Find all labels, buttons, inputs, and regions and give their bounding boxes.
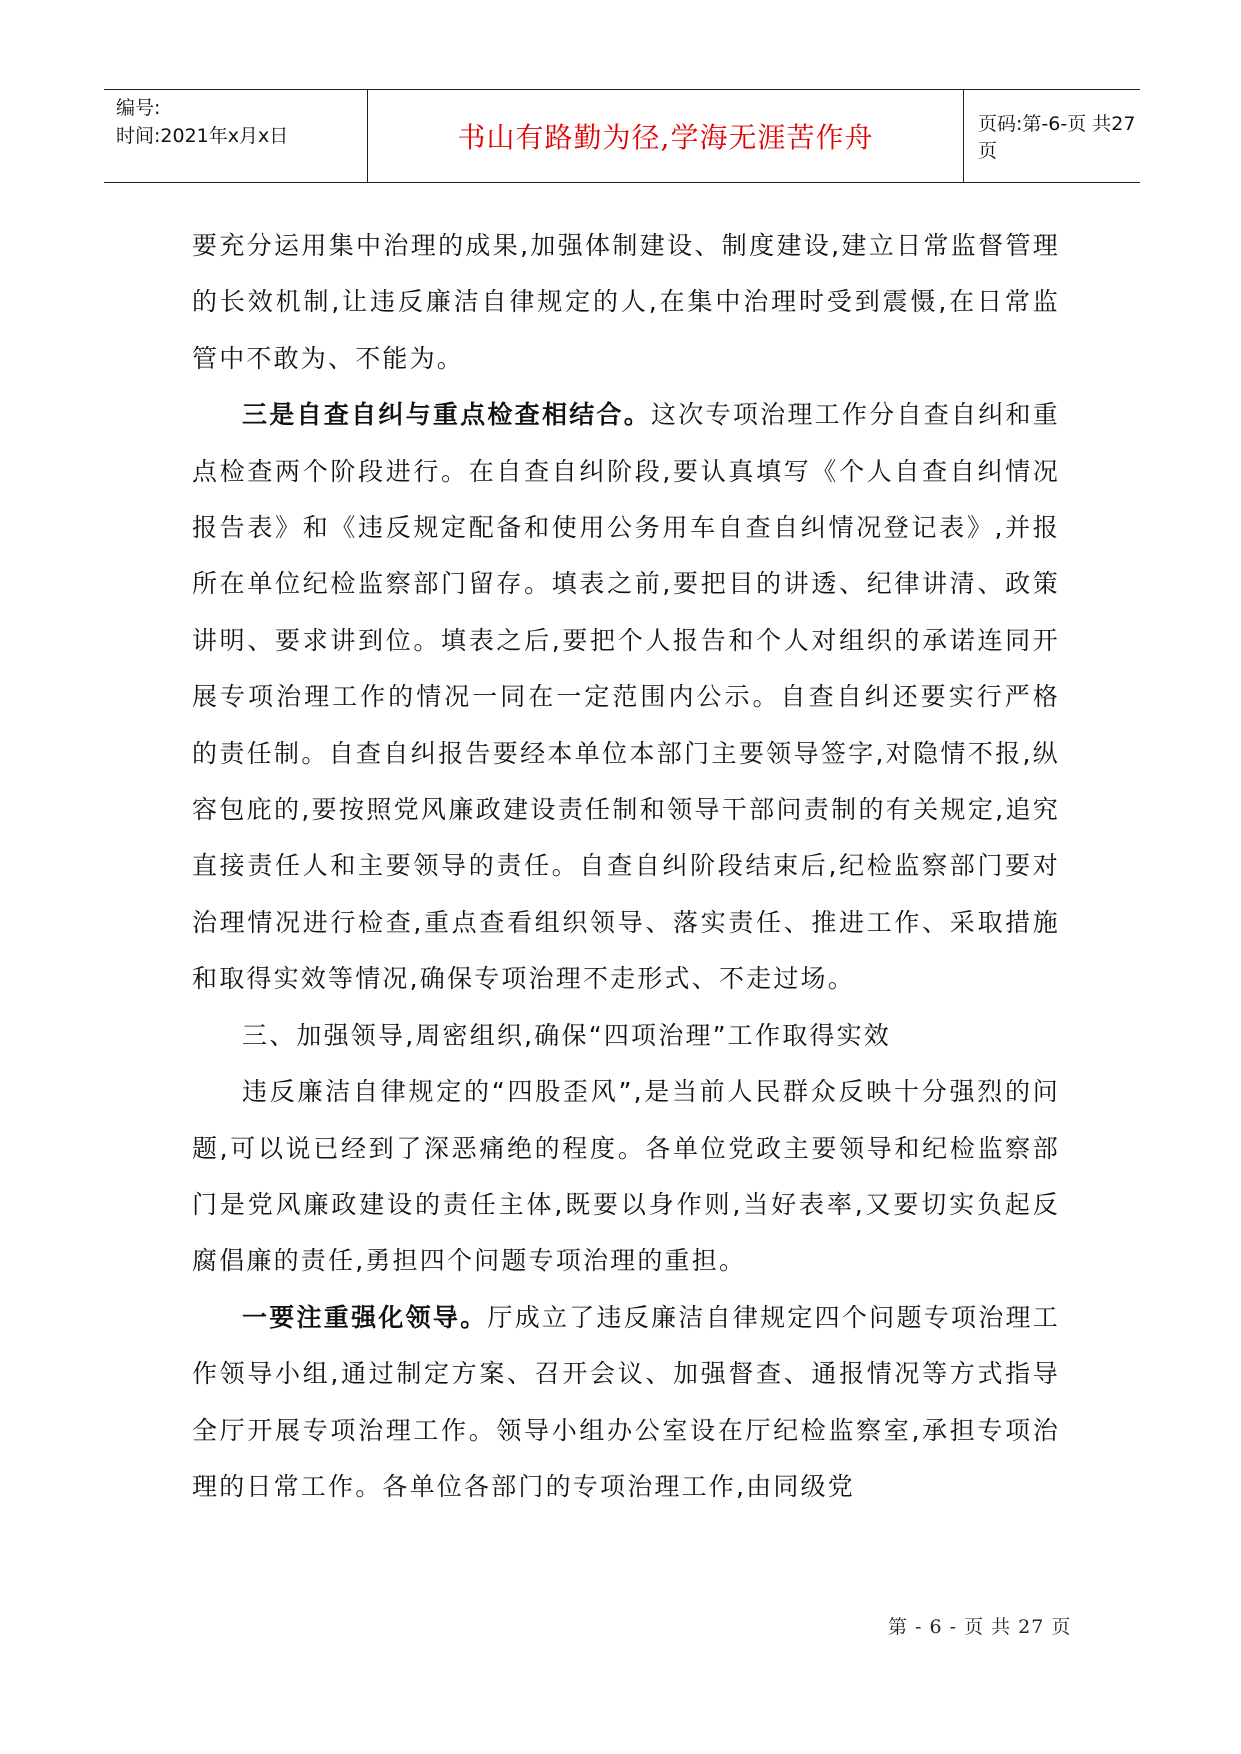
paragraph-2 <box>192 387 1060 1007</box>
paragraph-4-text: 厅成立了违反廉洁自律规定四个问题专项治理工作领导小组,通过制定方案、召开会议、加强督查、通报情况等方式指导全厅开展专项治理工作。领导小组办公室设在厅纪检监察室,承担专项治理的日常工作。各单位各部门的专项治理工作,由同级党 <box>192 1302 1060 1501</box>
page-footer: 第 - 6 - 页 共 27 页 <box>888 1616 1072 1638</box>
paragraph-3: 违反廉洁自律规定的“四股歪风”,是当前人民群众反映十分强烈的问题,可以说已经到了深恶痛绝的程度。各单位党政主要领导和纪检监察部门是党风廉政建设的责任主体,既要以身作则,当好表率,又要切实负起反腐倡廉的责任,勇担四个问题专项治理的重担。 <box>192 1077 1060 1276</box>
paragraph-1: 要充分运用集中治理的成果,加强体制建设、制度建设,建立日常监督管理的长效机制,让违反廉洁自律规定的人,在集中治理时受到震慑,在日常监管中不敢为、不能为。 <box>192 231 1060 373</box>
header-page-code: 页码:第-6-页 共27页 <box>978 113 1136 162</box>
paragraph-2-text: 这次专项治理工作分自查自纠和重点检查两个阶段进行。在自查自纠阶段,要认真填写《个人自查自纠情况报告表》和《违反规定配备和使用公务用车自查自纠情况登记表》,并报所在单位纪检监察部门留存。填表之前,要把目的讲透、纪律讲清、政策讲明、要求讲到位。填表之后,要把个人报告和个人对组织的承诺连同开展专项治理工作的情况一同在一定范围内公示。自查自纠还要实行严格的责任制。自查自纠报告要经本单位本部门主要领导签字,对隐情不报,纵容包庇的,要按照党风廉政建设责任制和领导干部问责制的有关规定,追究直接责任人和主要领导的责任。自查自纠阶段结束后,纪检监察部门要对治理情况进行检查,重点查看组织领导、落实责任、推进工作、采取措施和取得实效等情况,确保专项治理不走形式、不走过场。 <box>192 400 1060 994</box>
header-meta <box>104 90 368 182</box>
paragraph-2-lead: 三是自查自纠与重点检查相结合。 <box>242 400 652 430</box>
section-heading-3: 三、加强领导,周密组织,确保“四项治理”工作取得实效 <box>242 1020 891 1050</box>
header-motto: 书山有路勤为径,学海无涯苦作舟 <box>368 90 964 182</box>
paragraph-4 <box>192 1290 1060 1516</box>
document-header <box>104 89 1140 183</box>
paragraph-4-lead: 一要注重强化领导。 <box>242 1302 488 1332</box>
time-label: 时间:2021年x月x日 <box>116 125 289 147</box>
number-label: 编号: <box>116 97 161 119</box>
document-body <box>192 218 1060 1515</box>
